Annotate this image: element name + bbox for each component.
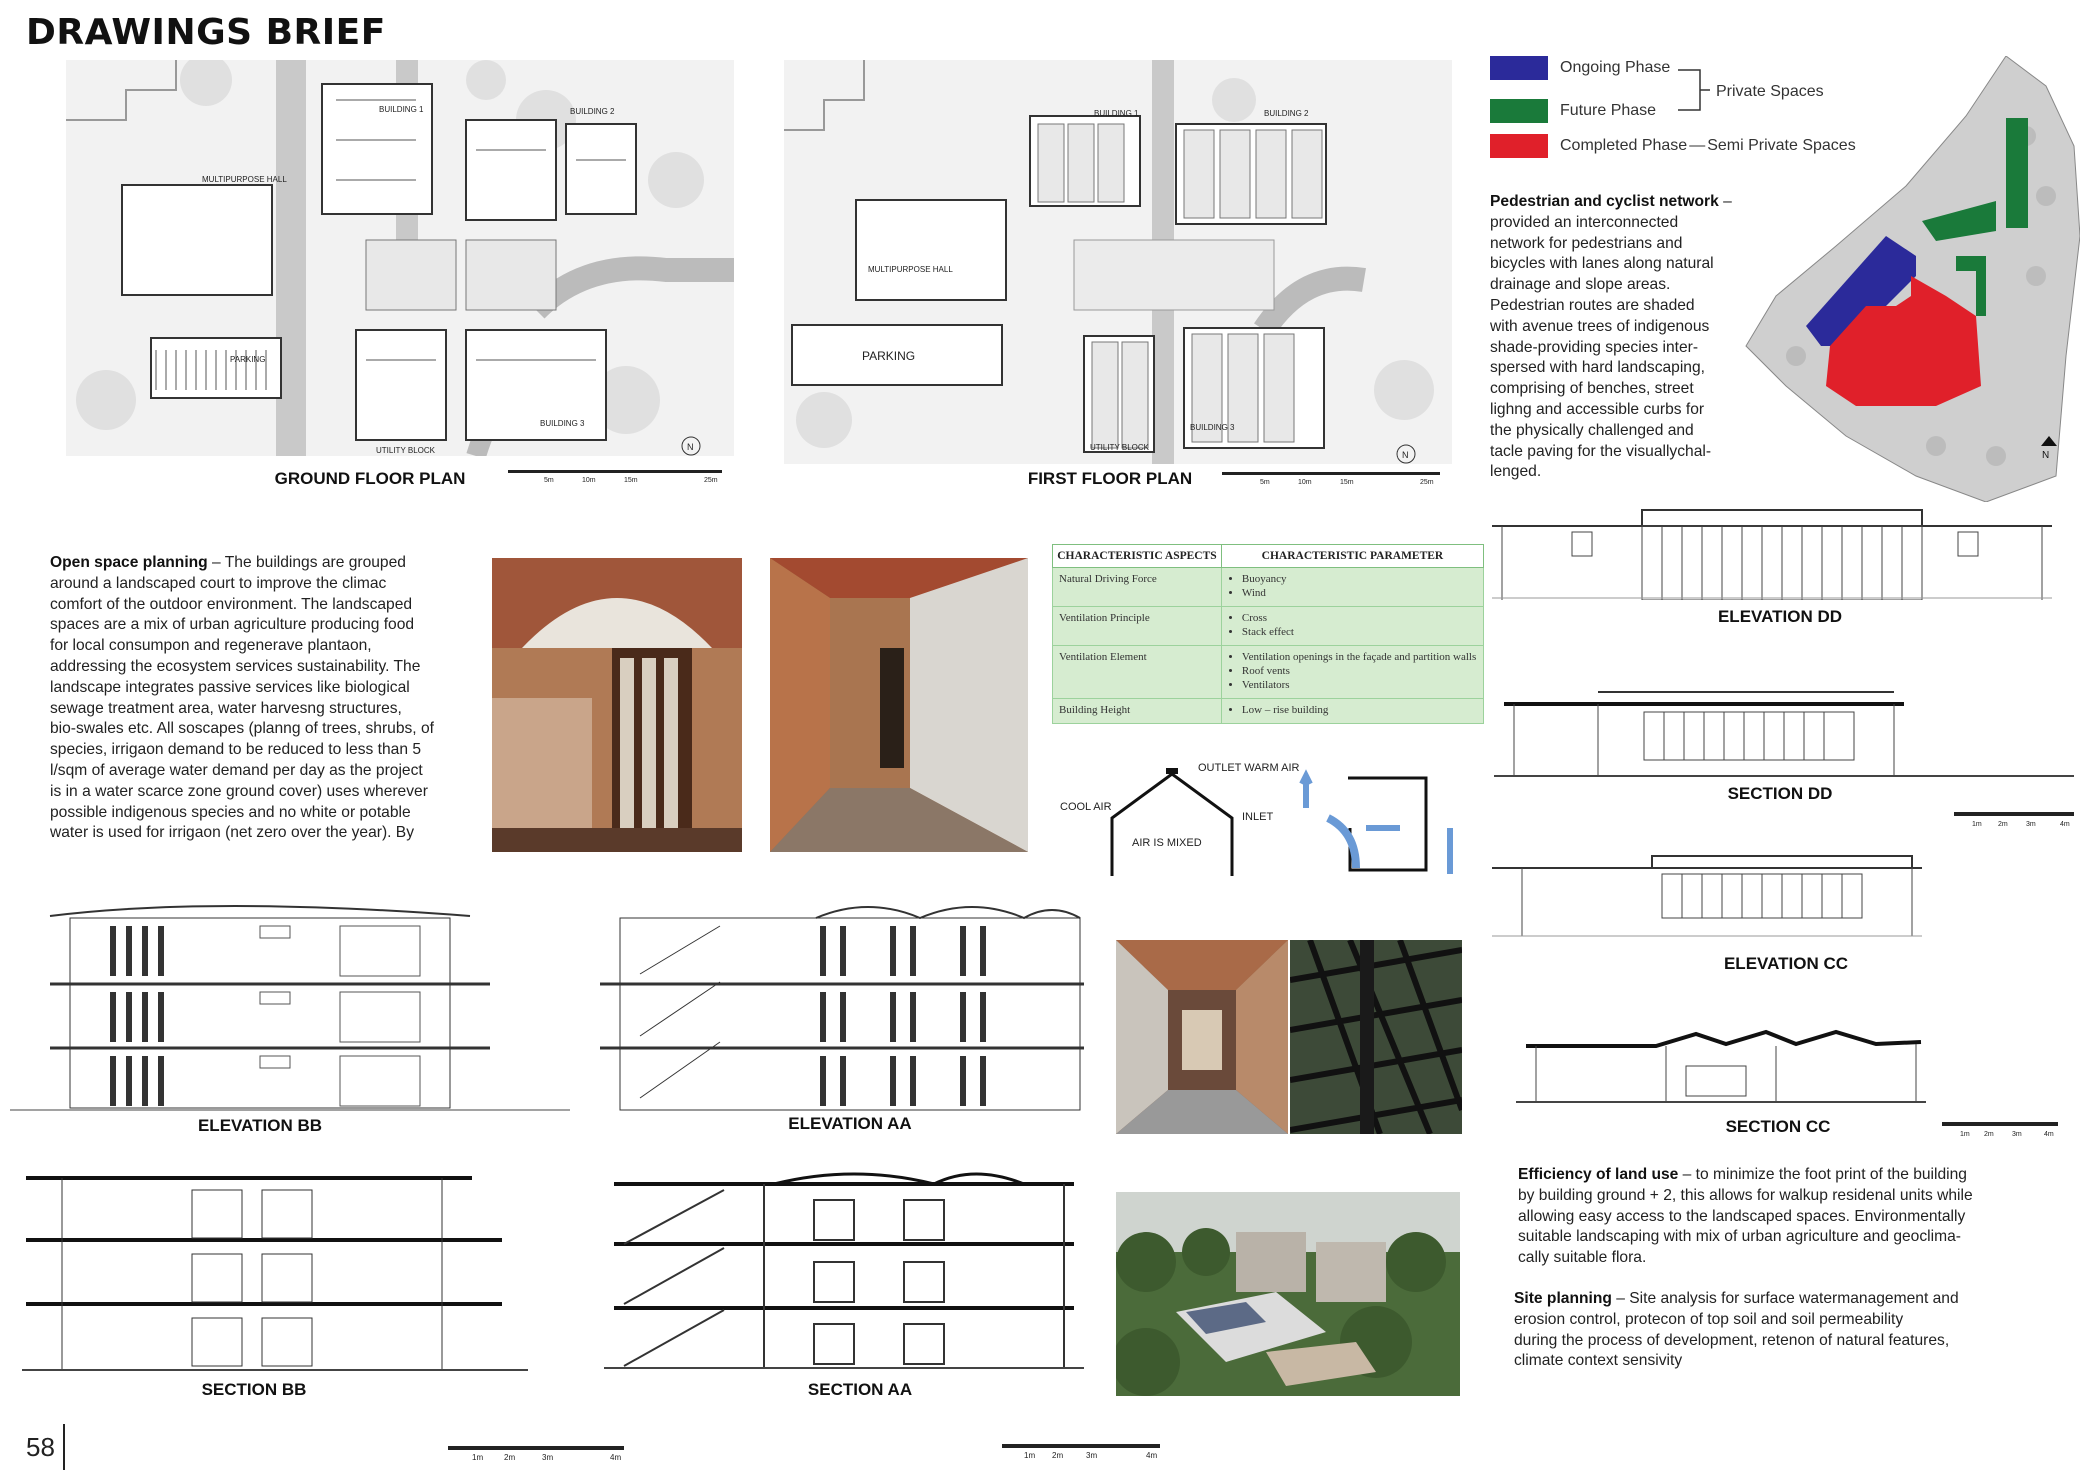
legend-label-completed: Completed Phase xyxy=(1560,137,1688,154)
bottom-scale-tick: 1m xyxy=(472,1453,484,1462)
scc-scale-tick: 3m xyxy=(2012,1131,2022,1138)
table-header-aspects: CHARACTERISTIC ASPECTS xyxy=(1053,545,1222,568)
open-space-paragraph: Open space planning – The buildings are grouped around a landscaped court to improve the climac comfort of the outdoor environment. The landscaped spaces are a mix of urban agriculture producing food for local consumpon and regenerave plantaon, addressing the ecosystem services sustainability. The landscape integrates passive services like biological sewage treatment area, water harvesng structures, bio-swales etc. All soscapes (planng of trees, shrubs, of species, irrigaon demand to be reduced to less than 5 l/sqm of average water demand per day as the project is in a water scarce zone ground cover) uses wherever possible indigenous species and no white or potable water is used for irrigaon (net zero over the year). By xyxy=(50,554,434,842)
elevation-bb-caption: ELEVATION BB xyxy=(197,1116,323,1135)
legend-label-future: Future Phase xyxy=(1560,102,1657,119)
svg-text:N: N xyxy=(1402,450,1409,460)
section-dd-drawing xyxy=(1494,686,2074,782)
elevation-aa-drawing xyxy=(600,902,1084,1112)
pedestrian-heading: Pedestrian and cyclist network xyxy=(1490,193,1719,210)
open-space-line: l/sqm of average water demand per day as the project xyxy=(50,761,423,779)
site-planning-line: climate context sensivity xyxy=(1514,1352,1683,1370)
open-space-line: addressing the ecosystem services sustainability. The xyxy=(50,657,421,675)
table-cell-aspect: Building Height xyxy=(1053,699,1222,724)
pedestrian-line: bicycles with lanes along natural xyxy=(1490,255,1714,273)
table-row xyxy=(1053,607,1484,646)
pedestrian-paragraph: Pedestrian and cyclist network – provided an interconnected network for pedestrians and bicycles with lanes along natural drainage and slope areas. Pedestrian routes are shaded with avenue trees of indigenous shade-providing species inter- spersed with hard landscaping, comprising of benches, street lighng and accessible curbs for the physically challenged and tacle paving for the visuallychal- lenged. xyxy=(1490,193,1732,481)
table-row xyxy=(1053,646,1484,699)
sdd-scale-tick: 3m xyxy=(2026,821,2036,828)
section-dd-caption: SECTION DD xyxy=(1727,784,1833,803)
first-floor-plan-drawing xyxy=(784,60,1452,464)
legend-group-private: Private Spaces xyxy=(1716,83,1824,100)
bottom-scale-tick: 4m xyxy=(610,1453,622,1462)
table-cell-param: • Low – rise building xyxy=(1242,704,1477,716)
section-dd-scale-bar xyxy=(1954,808,2074,830)
open-space-line: landscape integrates passive services like biological xyxy=(50,678,410,696)
open-space-heading: Open space planning xyxy=(50,554,208,571)
open-space-line: species, irrigaon demand to be reduced to less than 5 xyxy=(50,741,422,759)
ffp-label-utility: UTILITY BLOCK xyxy=(1090,443,1149,452)
elevation-cc-caption: ELEVATION CC xyxy=(1723,954,1849,973)
legend-swatch-completed xyxy=(1490,134,1548,158)
ffp-scale-tick: 15m xyxy=(1340,479,1354,486)
efficiency-line: cally suitable flora. xyxy=(1518,1249,1647,1267)
ffp-label-building3: BUILDING 3 xyxy=(1190,423,1235,432)
legend-bracket xyxy=(1676,62,1716,118)
legend-swatch-ongoing xyxy=(1490,56,1548,80)
pedestrian-line: tacle paving for the visuallychal- xyxy=(1490,442,1712,460)
bottom-scale-tick: 3m xyxy=(542,1453,554,1462)
scc-scale-tick: 4m xyxy=(2044,1131,2054,1138)
table-cell-aspect: Natural Driving Force xyxy=(1053,568,1222,607)
interior-corner-room-photo xyxy=(770,558,1028,852)
section-aa-drawing xyxy=(604,1170,1084,1372)
pedestrian-line: spersed with hard landscaping, xyxy=(1490,359,1705,377)
open-space-line: bio-swales etc. All soscapes (planng of trees, shrubs, of xyxy=(50,720,434,738)
open-space-line: around a landscaped court to improve the climac xyxy=(50,574,387,592)
pedestrian-line: shade-providing species inter- xyxy=(1490,338,1699,356)
scc-scale-tick: 1m xyxy=(1960,1131,1970,1138)
vent-outlet-label: OUTLET WARM AIR xyxy=(1198,762,1300,774)
elevation-dd-drawing xyxy=(1492,502,2052,600)
open-space-line: water is used for irrigaon (net zero over the year). By xyxy=(50,824,415,842)
pedestrian-line: drainage and slope areas. xyxy=(1490,276,1671,294)
bottom-scale-tick: 2m xyxy=(504,1453,516,1462)
sdd-scale-tick: 4m xyxy=(2060,821,2070,828)
efficiency-line: suitable landscaping with mix of urban agriculture and geoclima- xyxy=(1518,1228,1961,1246)
elevation-cc-drawing xyxy=(1492,852,1922,940)
section-bb-drawing xyxy=(22,1170,528,1374)
table-cell-param: • Buoyancy xyxy=(1242,573,1477,585)
table-header-parameter: CHARACTERISTIC PARAMETER xyxy=(1221,545,1483,568)
ffp-label-building2: BUILDING 2 xyxy=(1264,109,1309,118)
section-bb-caption: SECTION BB xyxy=(201,1380,307,1399)
table-cell-param: • Ventilators xyxy=(1242,679,1477,691)
interior-arched-window-photo xyxy=(492,558,742,852)
ffp-scale-bar xyxy=(1222,470,1440,490)
open-space-line: for local consumpon and regenerave plantaon, xyxy=(50,637,372,655)
ffp-label-parking: PARKING xyxy=(862,349,916,363)
vent-inlet-label: INLET xyxy=(1242,811,1274,823)
table-cell-aspect: Ventilation Principle xyxy=(1053,607,1222,646)
pedestrian-line: lighng and accessible curbs for xyxy=(1490,400,1705,418)
legend-item-future xyxy=(1490,99,1656,123)
svg-text:N: N xyxy=(2042,450,2050,461)
table-cell-param: • Ventilation openings in the façade and partition walls xyxy=(1242,651,1477,663)
page-number-divider xyxy=(63,1424,65,1470)
vent-mixed-label: AIR IS MIXED xyxy=(1132,837,1202,849)
section-cc-caption: SECTION CC xyxy=(1725,1117,1831,1136)
table-cell-param: • Roof vents xyxy=(1242,665,1477,677)
site-phase-map xyxy=(1736,56,2080,502)
ground-floor-plan-caption: GROUND FLOOR PLAN xyxy=(274,469,466,488)
page-title: DRAWINGS BRIEF xyxy=(26,12,386,53)
efficiency-line: allowing easy access to the landscaped spaces. Environmentally xyxy=(1518,1207,1966,1225)
gfp-scale-bar xyxy=(508,468,722,488)
page-number: 58 xyxy=(26,1432,55,1462)
gfp-scale-tick: 25m xyxy=(704,477,718,484)
efficiency-paragraph: Efficiency of land use – to minimize the foot print of the building by building ground + 2, this allows for walkup residenal units while allowing easy access to the landscaped spaces. Environmentally suitable landscaping with mix of urban agriculture and geoclima- cally suitable flora. xyxy=(1518,1166,1973,1267)
svg-text:N: N xyxy=(687,442,694,452)
legend-item-completed: Completed Phase — Semi Private Spaces xyxy=(1490,134,1856,158)
gfp-label-parking: PARKING xyxy=(230,355,266,364)
gfp-label-building1: BUILDING 1 xyxy=(379,105,424,114)
open-space-line: sewage treatment area, water harvesng structures, xyxy=(50,699,402,717)
site-planning-line: Site analysis for surface watermanagement and xyxy=(1629,1290,1959,1307)
pedestrian-line: Pedestrian routes are shaded xyxy=(1490,296,1695,314)
legend-label-ongoing: Ongoing Phase xyxy=(1560,59,1671,76)
bottom-scale-tick: 3m xyxy=(1086,1451,1098,1460)
site-planning-line: during the process of development, retenon of natural features, xyxy=(1514,1331,1950,1349)
section-aa-caption: SECTION AA xyxy=(807,1380,913,1399)
elevation-bb-drawing xyxy=(10,902,570,1112)
section-cc-scale-bar xyxy=(1942,1118,2058,1140)
ffp-scale-tick: 25m xyxy=(1420,479,1434,486)
gfp-scale-tick: 15m xyxy=(624,477,638,484)
bottom-scale-tick: 2m xyxy=(1052,1451,1064,1460)
table-row xyxy=(1053,699,1484,724)
ffp-label-building1: BUILDING 1 xyxy=(1094,109,1139,118)
gfp-scale-tick: 5m xyxy=(544,477,554,484)
gfp-label-utility: UTILITY BLOCK xyxy=(376,446,435,455)
aerial-campus-photo xyxy=(1116,1192,1460,1396)
vent-cool-air-label: COOL AIR xyxy=(1060,801,1112,813)
pedestrian-line: the physically challenged and xyxy=(1490,421,1694,439)
ffp-scale-tick: 5m xyxy=(1260,479,1270,486)
legend-item-ongoing xyxy=(1490,56,1670,80)
legend-swatch-future xyxy=(1490,99,1548,123)
window-grille-photo xyxy=(1290,940,1462,1134)
ground-floor-plan-drawing xyxy=(66,60,734,456)
open-space-line: possible indigenous species and no white or potable xyxy=(50,803,411,821)
table-row xyxy=(1053,568,1484,607)
ffp-label-multipurpose: MULTIPURPOSE HALL xyxy=(868,265,953,274)
table-cell-aspect: Ventilation Element xyxy=(1053,646,1222,699)
scc-scale-tick: 2m xyxy=(1984,1131,1994,1138)
elevation-dd-caption: ELEVATION DD xyxy=(1717,607,1843,626)
efficiency-line: by building ground + 2, this allows for walkup residenal units while xyxy=(1518,1186,1973,1204)
table-cell-param: • Cross xyxy=(1242,612,1477,624)
gfp-label-building3: BUILDING 3 xyxy=(540,419,585,428)
site-future-zone xyxy=(2006,118,2028,228)
bottom-scale-tick: 4m xyxy=(1146,1451,1158,1460)
characteristics-table xyxy=(1052,544,1484,724)
pedestrian-line: lenged. xyxy=(1490,463,1542,481)
open-space-line: comfort of the outdoor environment. The landscaped xyxy=(50,595,413,613)
sdd-scale-tick: 2m xyxy=(1998,821,2008,828)
ffp-scale-tick: 10m xyxy=(1298,479,1312,486)
gfp-label-building2: BUILDING 2 xyxy=(570,107,615,116)
pedestrian-line: provided an interconnected xyxy=(1490,213,1679,231)
bottom-scale-tick: 1m xyxy=(1024,1451,1036,1460)
open-space-line: The buildings are grouped xyxy=(224,554,406,571)
site-planning-heading: Site planning xyxy=(1514,1290,1612,1307)
bottom-scale-bar-left xyxy=(448,1442,624,1464)
open-space-line: spaces are a mix of urban agriculture producing food xyxy=(50,616,415,634)
elevation-aa-caption: ELEVATION AA xyxy=(788,1114,912,1133)
sdd-scale-tick: 1m xyxy=(1972,821,1982,828)
efficiency-line: to minimize the foot print of the building xyxy=(1695,1166,1967,1183)
first-floor-plan-caption: FIRST FLOOR PLAN xyxy=(1027,469,1193,488)
bottom-scale-bar-right xyxy=(1002,1440,1160,1462)
table-cell-param: • Wind xyxy=(1242,587,1477,599)
ventilation-diagram xyxy=(1056,758,1482,878)
gfp-scale-tick: 10m xyxy=(582,477,596,484)
pedestrian-line: with avenue trees of indigenous xyxy=(1490,317,1710,335)
gfp-label-multipurpose: MULTIPURPOSE HALL xyxy=(202,175,287,184)
pedestrian-line: network for pedestrians and xyxy=(1490,234,1683,252)
efficiency-heading: Efficiency of land use xyxy=(1518,1166,1679,1183)
legend-group-semi-private: Semi Private Spaces xyxy=(1707,137,1856,154)
open-space-line: is in a water scarce zone ground cover) uses wherever xyxy=(50,782,428,800)
site-planning-paragraph: Site planning – Site analysis for surface watermanagement and erosion control, protecon of top soil and soil permeability during the process of development, retenon of natural features, climate context sensivity xyxy=(1514,1290,1959,1370)
site-planning-line: erosion control, protecon of top soil and soil permeability xyxy=(1514,1310,1904,1328)
pedestrian-line: comprising of benches, street xyxy=(1490,380,1694,398)
table-cell-param: • Stack effect xyxy=(1242,626,1477,638)
section-cc-drawing xyxy=(1516,1016,1926,1106)
corridor-photo xyxy=(1116,940,1288,1134)
